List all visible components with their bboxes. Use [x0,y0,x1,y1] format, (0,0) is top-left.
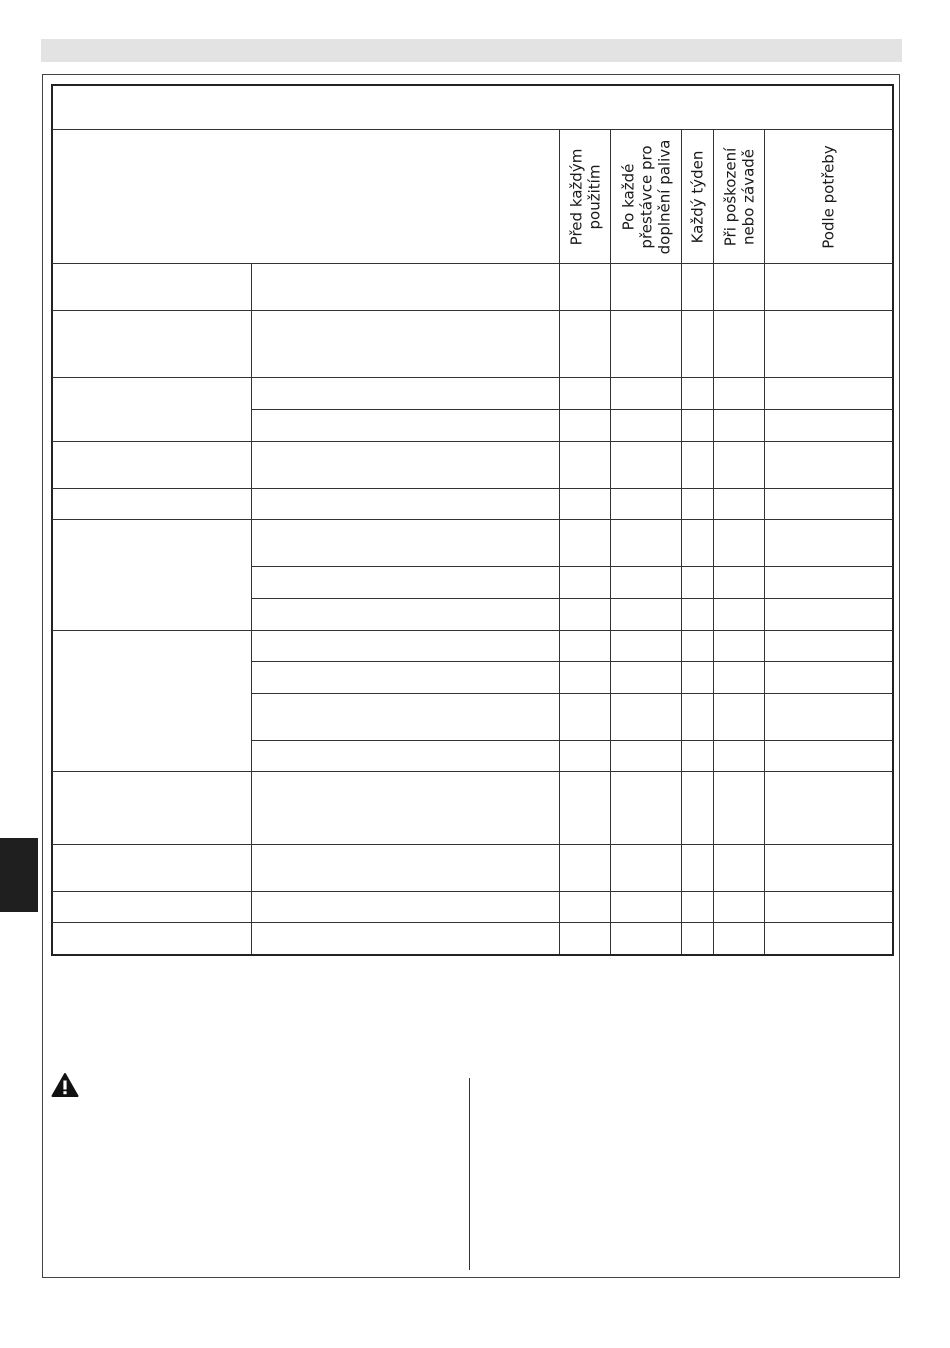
row-divider [52,441,893,442]
row-divider [52,771,893,772]
column-header-on-damage: Při poškození nebo závadě [721,147,758,246]
row-divider [52,844,893,845]
section-tab [0,838,38,912]
column-header-as-needed: Podle potřeby [819,144,838,249]
warning-triangle-icon [51,1072,79,1098]
column-header-before-each-use: Před každým použitím [567,148,604,245]
row-divider [52,310,893,311]
header-row-divider [52,263,893,264]
header-bar [41,39,902,62]
row-divider [52,891,893,892]
row-divider [52,377,893,378]
row-divider [251,740,893,741]
column-header-weekly: Každý týden [688,150,707,243]
row-divider [251,661,893,662]
row-divider [251,693,893,694]
column-divider [251,263,252,954]
row-divider [52,519,893,520]
column-divider-bottom [469,1078,470,1270]
row-divider [251,598,893,599]
row-divider [251,566,893,567]
row-divider [251,409,893,410]
row-divider [52,488,893,489]
row-divider [52,630,893,631]
row-divider [52,922,893,923]
column-header-after-refuel: Po každé přestávce pro doplnění paliva [619,139,673,254]
